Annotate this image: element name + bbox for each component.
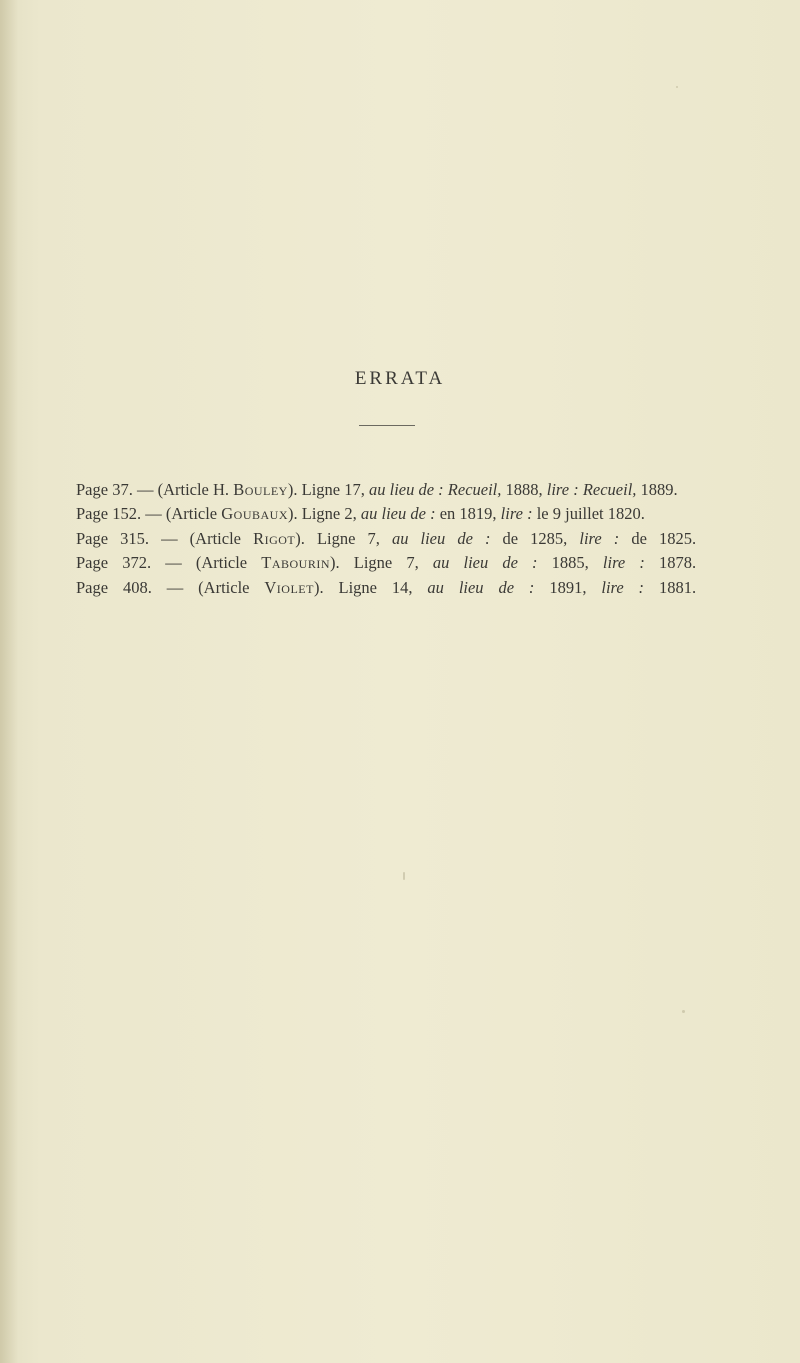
entry-article-prefix: (Article [165, 504, 218, 524]
entry-au-lieu-de: au lieu de : [432, 553, 538, 573]
entry-wrong: en 1819, [439, 504, 497, 524]
errata-entry [76, 527, 696, 551]
paper-speck [676, 86, 678, 88]
entry-page: Page 152. [76, 504, 142, 524]
entry-article-suffix: ). [287, 480, 298, 499]
entry-dash: — [166, 577, 184, 597]
entry-dash: — [136, 480, 154, 499]
entry-article-name: Violet [264, 577, 314, 597]
entry-au-lieu-de: au lieu de : [360, 504, 436, 524]
entry-article-name: Bouley [233, 480, 288, 499]
entry-article-name: Goubaux [221, 504, 289, 524]
entry-correct: le 9 juillet 1820. [536, 504, 645, 524]
entry-page: Page 315. [76, 528, 150, 548]
entry-article-prefix: (Article H. [157, 480, 230, 499]
errata-entry [76, 478, 696, 502]
entry-dash: — [161, 528, 178, 548]
entry-wrong-rest: 1888, [505, 480, 543, 499]
entry-correct: 1878. [658, 553, 697, 573]
entry-article-suffix: ). [313, 577, 324, 597]
errata-entry [76, 502, 696, 526]
entry-lire: lire : [546, 480, 579, 499]
page-binding-shadow [0, 0, 18, 1363]
entry-dash: — [145, 504, 162, 524]
page-title: ERRATA [354, 368, 446, 389]
entry-article-name: Tabourin [261, 553, 331, 573]
entry-lire: lire : [602, 553, 645, 573]
entry-article-prefix: (Article [195, 553, 248, 573]
entry-ligne: Ligne 7, [353, 553, 419, 573]
entry-au-lieu-de: au lieu de : [391, 528, 491, 548]
entry-ligne: Ligne 17, [301, 480, 365, 499]
entry-ligne: Ligne 14, [338, 577, 413, 597]
entry-correct-rest: 1889. [640, 480, 678, 499]
entry-correct: de 1825. [631, 528, 697, 548]
entry-wrong: 1885, [551, 553, 589, 573]
entry-article-suffix: ). [288, 504, 298, 524]
entry-dash: — [165, 553, 182, 573]
title-rule [359, 425, 415, 426]
entry-lire: lire : [601, 577, 645, 597]
entry-au-lieu-de: au lieu de : [368, 480, 444, 499]
entry-wrong: 1891, [549, 577, 587, 597]
entry-correct: 1881. [658, 577, 697, 597]
entry-page: Page 37. [76, 480, 133, 499]
entry-ligne: Ligne 7, [316, 528, 380, 548]
entry-page: Page 372. [76, 553, 152, 573]
entry-ligne: Ligne 2, [301, 504, 357, 524]
entry-wrong: de 1285, [502, 528, 568, 548]
errata-entry [76, 551, 696, 575]
entry-lire: lire : [500, 504, 533, 524]
entry-article-prefix: (Article [198, 577, 250, 597]
entry-wrong: Recueil, [447, 480, 502, 499]
entry-au-lieu-de: au lieu de : [427, 577, 535, 597]
entry-article-suffix: ). [330, 553, 340, 573]
entry-article-name: Rigot [253, 528, 296, 548]
paper-speck [682, 1010, 685, 1013]
entry-article-prefix: (Article [189, 528, 241, 548]
entry-page: Page 408. [76, 577, 152, 597]
entry-correct: Recueil, [582, 480, 637, 499]
entry-lire: lire : [579, 528, 620, 548]
errata-entry [76, 576, 696, 600]
entry-article-suffix: ). [295, 528, 305, 548]
errata-list [76, 478, 696, 600]
paper-speck [403, 872, 405, 880]
